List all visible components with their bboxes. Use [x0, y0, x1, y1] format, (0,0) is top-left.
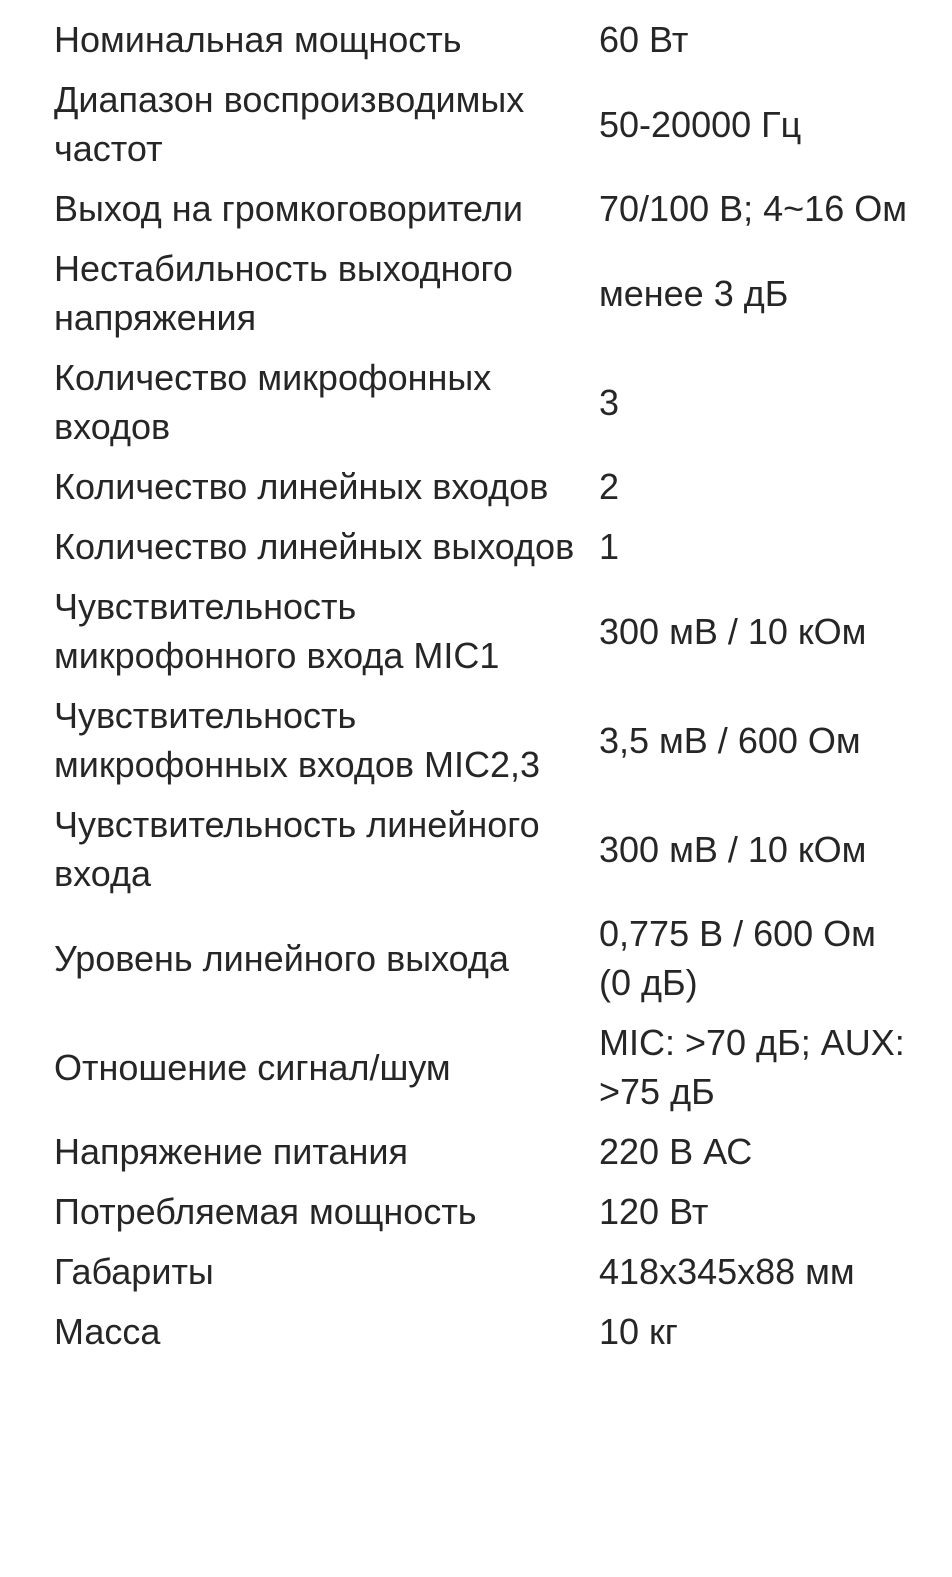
- spec-value: 1: [599, 526, 620, 567]
- spec-value: MIC: >70 дБ; AUX: >75 дБ: [599, 1022, 905, 1112]
- spec-row: [54, 179, 914, 239]
- spec-name: Чувствительность линейного входа: [54, 804, 540, 894]
- spec-name: Габариты: [54, 1251, 214, 1292]
- spec-name: Чувствительность микрофонного входа MIC1: [54, 586, 500, 676]
- spec-name: Уровень линейного выхода: [54, 937, 509, 979]
- spec-value: 3,5 мВ / 600 Ом: [599, 719, 861, 761]
- spec-row: [54, 239, 914, 348]
- spec-value: 70/100 В; 4~16 Ом: [599, 188, 907, 229]
- spec-value: 3: [599, 381, 620, 423]
- spec-row: [54, 577, 914, 686]
- spec-name: Номинальная мощность: [54, 19, 462, 60]
- spec-row: [54, 10, 914, 70]
- spec-name: Выход на громкоговорители: [54, 188, 523, 229]
- spec-value: 2: [599, 466, 620, 507]
- spec-row: [54, 1182, 914, 1242]
- spec-value: 60 Вт: [599, 19, 689, 60]
- spec-row: [54, 1013, 914, 1122]
- spec-name: Потребляемая мощность: [54, 1191, 477, 1232]
- spec-table-body: [54, 10, 914, 1362]
- spec-value: 50-20000 Гц: [599, 103, 802, 145]
- spec-value: менее 3 дБ: [599, 272, 789, 314]
- spec-name: Количество линейных входов: [54, 466, 549, 507]
- spec-row: [54, 904, 914, 1013]
- spec-name: Масса: [54, 1311, 161, 1352]
- spec-value: 220 В АС: [599, 1131, 753, 1172]
- spec-name: Отношение сигнал/шум: [54, 1046, 451, 1088]
- spec-row: [54, 1122, 914, 1182]
- spec-name: Нестабильность выходного напряжения: [54, 248, 513, 338]
- spec-row: [54, 70, 914, 179]
- spec-row: [54, 457, 914, 517]
- spec-row: [54, 686, 914, 795]
- spec-value: 300 мВ / 10 кОм: [599, 610, 867, 652]
- spec-row: [54, 348, 914, 457]
- spec-row: [54, 517, 914, 577]
- spec-table: [54, 10, 914, 1362]
- spec-name: Диапазон воспроизводимых частот: [54, 79, 525, 169]
- spec-row: [54, 1302, 914, 1362]
- spec-value: 120 Вт: [599, 1191, 709, 1232]
- spec-name: Количество микрофонных входов: [54, 357, 492, 447]
- spec-row: [54, 795, 914, 904]
- spec-value: 10 кг: [599, 1311, 678, 1352]
- spec-value: 418x345x88 мм: [599, 1251, 855, 1292]
- spec-row: [54, 1242, 914, 1302]
- spec-name: Напряжение питания: [54, 1131, 408, 1172]
- spec-value: 300 мВ / 10 кОм: [599, 828, 867, 870]
- spec-name: Чувствительность микрофонных входов MIC2,3: [54, 695, 541, 785]
- spec-value: 0,775 В / 600 Ом (0 дБ): [599, 913, 876, 1003]
- spec-name: Количество линейных выходов: [54, 526, 575, 567]
